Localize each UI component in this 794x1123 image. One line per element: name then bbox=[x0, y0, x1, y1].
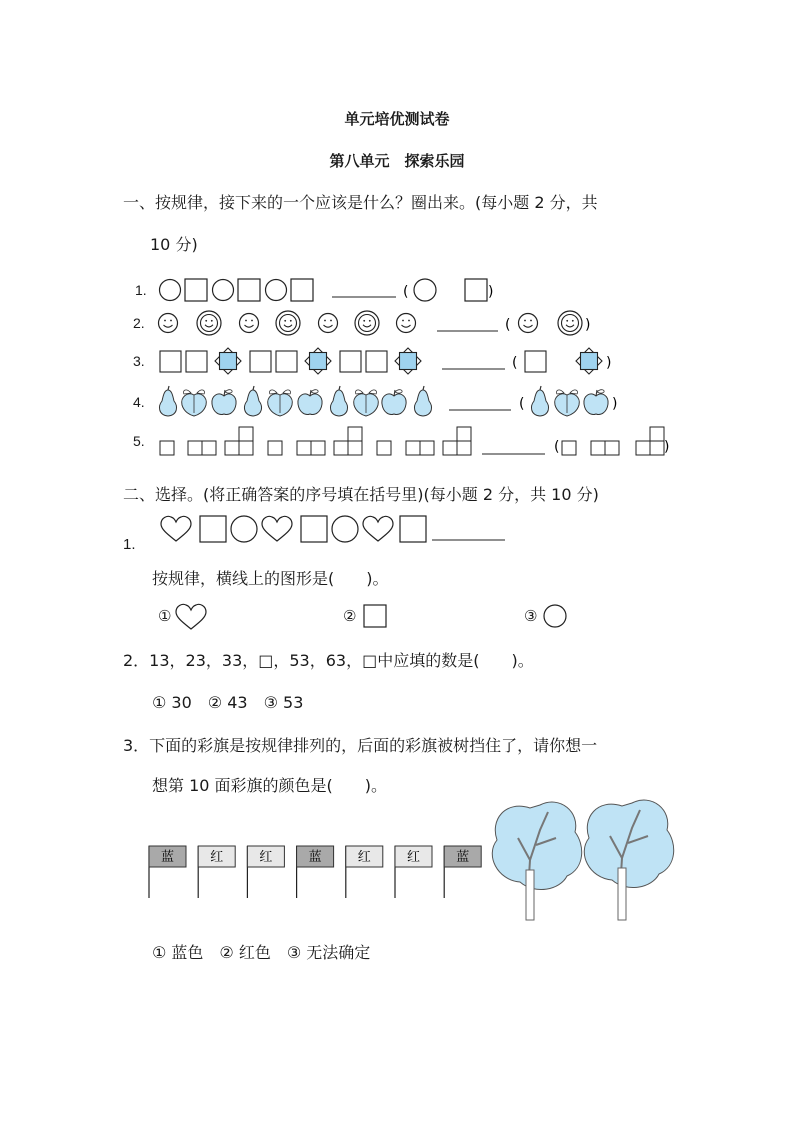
flag bbox=[444, 846, 481, 898]
svg-text:(: ( bbox=[512, 355, 518, 371]
q1-option2-marker: ② bbox=[343, 607, 357, 625]
tree-left bbox=[492, 802, 581, 920]
svg-text:): ) bbox=[612, 396, 618, 412]
svg-text:): ) bbox=[585, 317, 591, 333]
svg-text:(: ( bbox=[519, 396, 525, 412]
item-number: 3. bbox=[133, 353, 145, 369]
svg-text:(: ( bbox=[554, 439, 560, 455]
flag-label: 红 bbox=[357, 850, 371, 865]
flag bbox=[247, 846, 284, 898]
flag-label: 红 bbox=[210, 850, 224, 865]
item-number: 4. bbox=[133, 394, 145, 410]
section2-heading: 二、选择。(将正确答案的序号填在括号里)(每小题 2 分，共 10 分) bbox=[123, 485, 599, 504]
flag bbox=[297, 846, 334, 898]
section1-heading: 一、按规律，接下来的一个应该是什么？圈出来。(每小题 2 分，共 bbox=[123, 193, 598, 212]
q3-question-cont: 想第 10 面彩旗的颜色是( )。 bbox=[152, 776, 388, 795]
q1-option3-marker: ③ bbox=[524, 607, 538, 625]
item-number: 5. bbox=[133, 433, 145, 449]
section1-heading-cont: 10 分) bbox=[150, 235, 198, 254]
q1-question: 按规律，横线上的图形是( )。 bbox=[152, 569, 389, 588]
item-number: 2. bbox=[133, 315, 145, 331]
q2-options: ① 30 ② 43 ③ 53 bbox=[152, 693, 304, 712]
flag bbox=[149, 846, 186, 898]
svg-text:): ) bbox=[488, 284, 494, 300]
page-title: 单元培优测试卷 bbox=[344, 110, 450, 128]
svg-text:): ) bbox=[606, 355, 612, 371]
flag bbox=[198, 846, 235, 898]
tree-right bbox=[584, 800, 673, 920]
q1-option1-marker: ① bbox=[158, 607, 172, 625]
q3-question: 3．下面的彩旗是按规律排列的，后面的彩旗被树挡住了，请你想一 bbox=[123, 736, 598, 755]
flag-label: 红 bbox=[259, 850, 273, 865]
item-number: 1. bbox=[135, 282, 147, 298]
flag-label: 蓝 bbox=[160, 850, 175, 865]
flag-label: 蓝 bbox=[308, 850, 322, 865]
unit-subtitle: 第八单元 探索乐园 bbox=[329, 152, 465, 170]
svg-text:(: ( bbox=[403, 284, 409, 300]
q2-question: 2．13，23，33，□，53，63，□中应填的数是( )。 bbox=[123, 651, 534, 670]
flag-label: 蓝 bbox=[456, 850, 470, 865]
q3-options: ① 蓝色 ② 红色 ③ 无法确定 bbox=[152, 943, 371, 962]
flag bbox=[395, 846, 432, 898]
svg-text:): ) bbox=[664, 439, 670, 455]
flag bbox=[346, 846, 383, 898]
flag-label: 红 bbox=[406, 850, 421, 865]
q1-number: 1. bbox=[123, 536, 136, 553]
svg-text:(: ( bbox=[505, 317, 511, 333]
